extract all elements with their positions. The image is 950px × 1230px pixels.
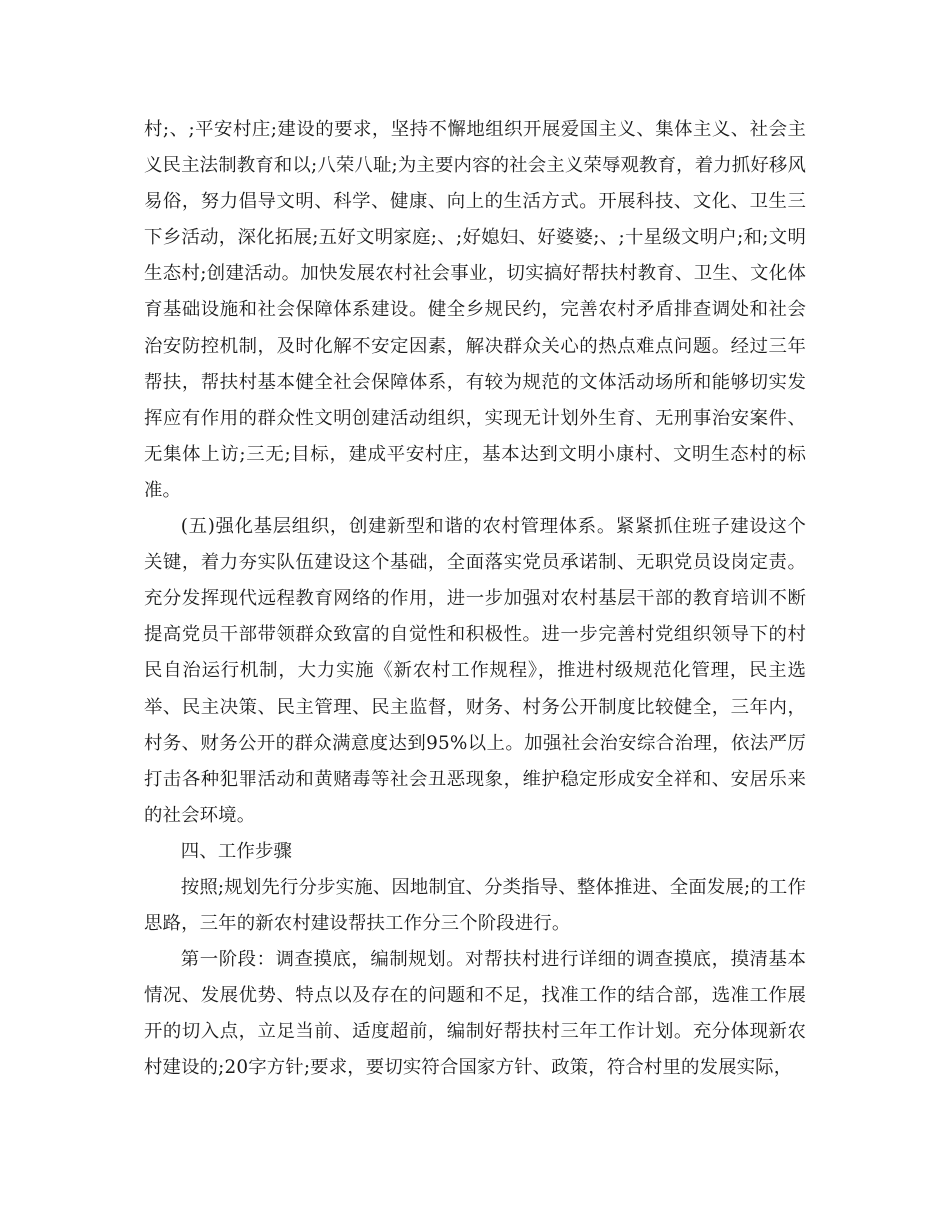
paragraph-work-approach: 按照;规划先行分步实施、因地制宜、分类指导、整体推进、全面发展;的工作思路，三年的新农村建设帮扶工作分三个阶段进行。 (144, 876, 806, 935)
document-page (144, 112, 806, 1087)
paragraph-phase-one: 第一阶段：调查摸底，编制规划。对帮扶村进行详细的调查摸底，摸清基本情况、发展优势、特点以及存在的问题和不足，找准工作的结合部，选准工作展开的切入点，立足当前、适度超前，编制好帮扶村三年工作计划。充分体现新农村建设的;20字方针;要求，要切实符合国家方针、政策，符合村里的发展实际， (144, 949, 806, 1079)
paragraph-social-civilization: 村;、;平安村庄;建设的要求，坚持不懈地组织开展爱国主义、集体主义、社会主义民主法制教育和以;八荣八耻;为主要内容的社会主义荣辱观教育，着力抓好移风易俗，努力倡导文明、科学、健康、向上的生活方式。开展科技、文化、卫生三下乡活动，深化拓展;五好文明家庭;、;好媳妇、好婆婆;、;十星级文明户;和;文明生态村;创建活动。加快发展农村社会事业，切实搞好帮扶村教育、卫生、文化体育基础设施和社会保障体系建设。健全乡规民约，完善农村矛盾排查调处和社会治安防控机制，及时化解不安定因素，解决群众关心的热点难点问题。经过三年帮扶，帮扶村基本健全社会保障体系，有较为规范的文体活动场所和能够切实发挥应有作用的群众性文明创建活动组织，实现无计划外生育、无刑事治安案件、无集体上访;三无;目标，建成平安村庄，基本达到文明小康村、文明生态村的标准。 (144, 119, 806, 501)
section-heading-work-steps: 四、工作步骤 (180, 840, 293, 862)
paragraph-grassroots-organization: (五)强化基层组织，创建新型和谐的农村管理体系。紧紧抓住班子建设这个关键，着力夯实队伍建设这个基础，全面落实党员承诺制、无职党员设岗定责。充分发挥现代远程教育网络的作用，进一步加强对农村基层干部的教育培训不断提高党员干部带领群众致富的自觉性和积极性。进一步完善村党组织领导下的村民自治运行机制，大力实施《新农村工作规程》，推进村级规范化管理，民主选举、民主决策、民主管理、民主监督，财务、村务公开制度比较健全，三年内，村务、财务公开的群众满意度达到95%以上。加强社会治安综合治理，依法严厉打击各种犯罪活动和黄赌毒等社会丑恶现象，维护稳定形成安全祥和、安居乐来的社会环境。 (144, 516, 806, 826)
